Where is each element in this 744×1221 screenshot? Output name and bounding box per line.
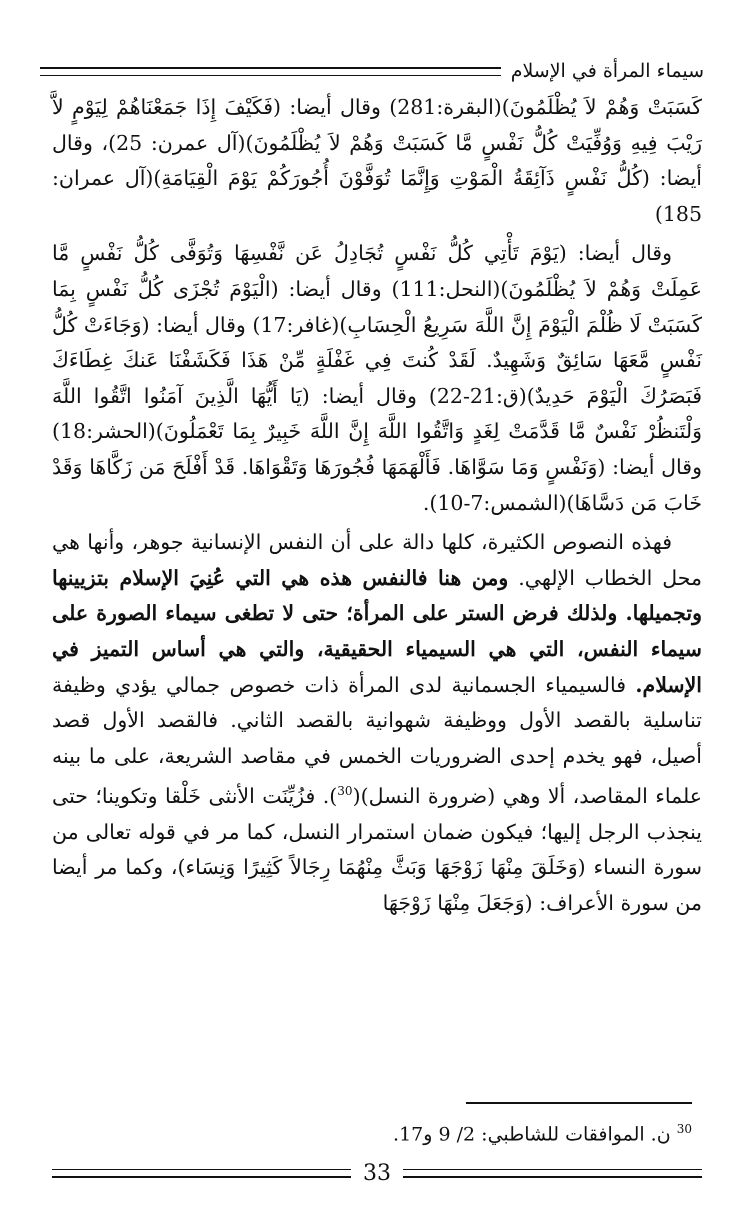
paragraph-3-body: فالسيمياء الجسمانية لدى المرأة ذات خصوص جمالي يؤدي وظيفة تناسلية بالقصد الأول ووظيفة شهوانية بالقصد الثاني. فالقصد الأول قصد أصيل، فهو يخدم إحدى الضروريات الخمس في مقاصد الشريعة، على ما بينه علماء المقاصد، ألا وهي (ضرورة النسل)( [52, 672, 702, 809]
paragraph-3-intro: فهذه النصوص الكثيرة، كلها دالة على أن النفس الإنسانية جوهر، وأنها هي محل الخطاب الإلهي. [52, 530, 702, 590]
paragraph-3-end: ). فزُيِّنَت الأنثى خَلْقا وتكوينا؛ حتى ينجذب الرجل إليها؛ فيكون ضمان استمرار النسل، كما مر في قوله تعالى من سورة النساء (وَخَلَقَ مِنْهَا زَوْجَهَا وَبَثَّ مِنْهُمَا رِجَالاً كَثِيرًا وَنِسَاء)، وكما مر أيضا من سورة الأعراف: (وَجَعَلَ مِنْهَا زَوْجَهَا [52, 784, 702, 915]
page-number: 33 [363, 1160, 391, 1186]
page-footer [52, 1158, 702, 1188]
footnote [42, 1116, 692, 1147]
footnote-rule [466, 1102, 692, 1104]
footnote-text: ن. الموافقات للشاطبي: 2/ 9 و17. [393, 1123, 671, 1146]
running-header [40, 56, 704, 86]
footer-rule-right [403, 1169, 702, 1178]
paragraph-3-bold: ومن هنا فالنفس هذه هي التي عُنِيَ الإسلام بتزيينها وتجميلها. ولذلك فرض الستر على المرأة؛ حتى لا تطغى سيماء الصورة على سيماء النفس، التي هي السيمياء الحقيقية، والتي هي أساس التميز في الإسلام. [52, 565, 702, 697]
header-rule [40, 67, 501, 76]
footnote-number: 30 [676, 1122, 692, 1136]
footnote-ref[interactable]: 30 [337, 784, 353, 799]
header-title: سيماء المرأة في الإسلام [510, 60, 704, 82]
page-body [52, 90, 702, 921]
paragraph-1: كَسَبَتْ وَهُمْ لاَ يُظْلَمُونَ)(البقرة:281) وقال أيضا: (فَكَيْفَ إِذَا جَمَعْنَاهُمْ لِيَوْمٍ لاَّ رَيْبَ فِيهِ وَوُفِّيَتْ كُلُّ نَفْسٍ مَّا كَسَبَتْ وَهُمْ لاَ يُظْلَمُونَ)(آل عمرن: 25)، وقال أيضا: (كُلُّ نَفْسٍ ذَآئِقَةُ الْمَوْتِ وَإِنَّمَا تُوَفَّوْنَ أُجُورَكُمْ يَوْمَ الْقِيَامَةِ)(آل عمران: 185) [52, 95, 702, 226]
paragraph-3 [52, 525, 702, 921]
paragraph-2: وقال أيضا: (يَوْمَ تَأْتِي كُلُّ نَفْسٍ تُجَادِلُ عَن نَّفْسِهَا وَتُوَفَّى كُلُّ نَفْسٍ مَّا عَمِلَتْ وَهُمْ لاَ يُظْلَمُونَ)(النحل:111) وقال أيضا: (الْيَوْمَ تُجْزَى كُلُّ نَفْسٍ بِمَا كَسَبَتْ لَا ظُلْمَ الْيَوْمَ إِنَّ اللَّهَ سَرِيعُ الْحِسَابِ)(غافر:17) وقال أيضا: (وَجَاءَتْ كُلُّ نَفْسٍ مَّعَهَا سَائِقٌ وَشَهِيدٌ. لَقَدْ كُنتَ فِي غَفْلَةٍ مِّنْ هَذَا فَكَشَفْنَا عَنكَ غِطَاءَكَ فَبَصَرُكَ الْيَوْمَ حَدِيدٌ)(ق:21-22) وقال أيضا: (يَا أَيُّهَا الَّذِينَ آمَنُوا اتَّقُوا اللَّهَ وَلْتَنظُرْ نَفْسٌ مَّا قَدَّمَتْ لِغَدٍ وَاتَّقُوا اللَّهَ إِنَّ اللَّهَ خَبِيرٌ بِمَا تَعْمَلُونَ)(الحشر:18) وقال أيضا: (وَنَفْسٍ وَمَا سَوَّاهَا. فَأَلْهَمَهَا فُجُورَهَا وَتَقْوَاهَا. قَدْ أَفْلَحَ مَن زَكَّاهَا وَقَدْ خَابَ مَن دَسَّاهَا)(الشمس:7-10). [52, 241, 702, 515]
footer-rule-left [52, 1169, 351, 1178]
